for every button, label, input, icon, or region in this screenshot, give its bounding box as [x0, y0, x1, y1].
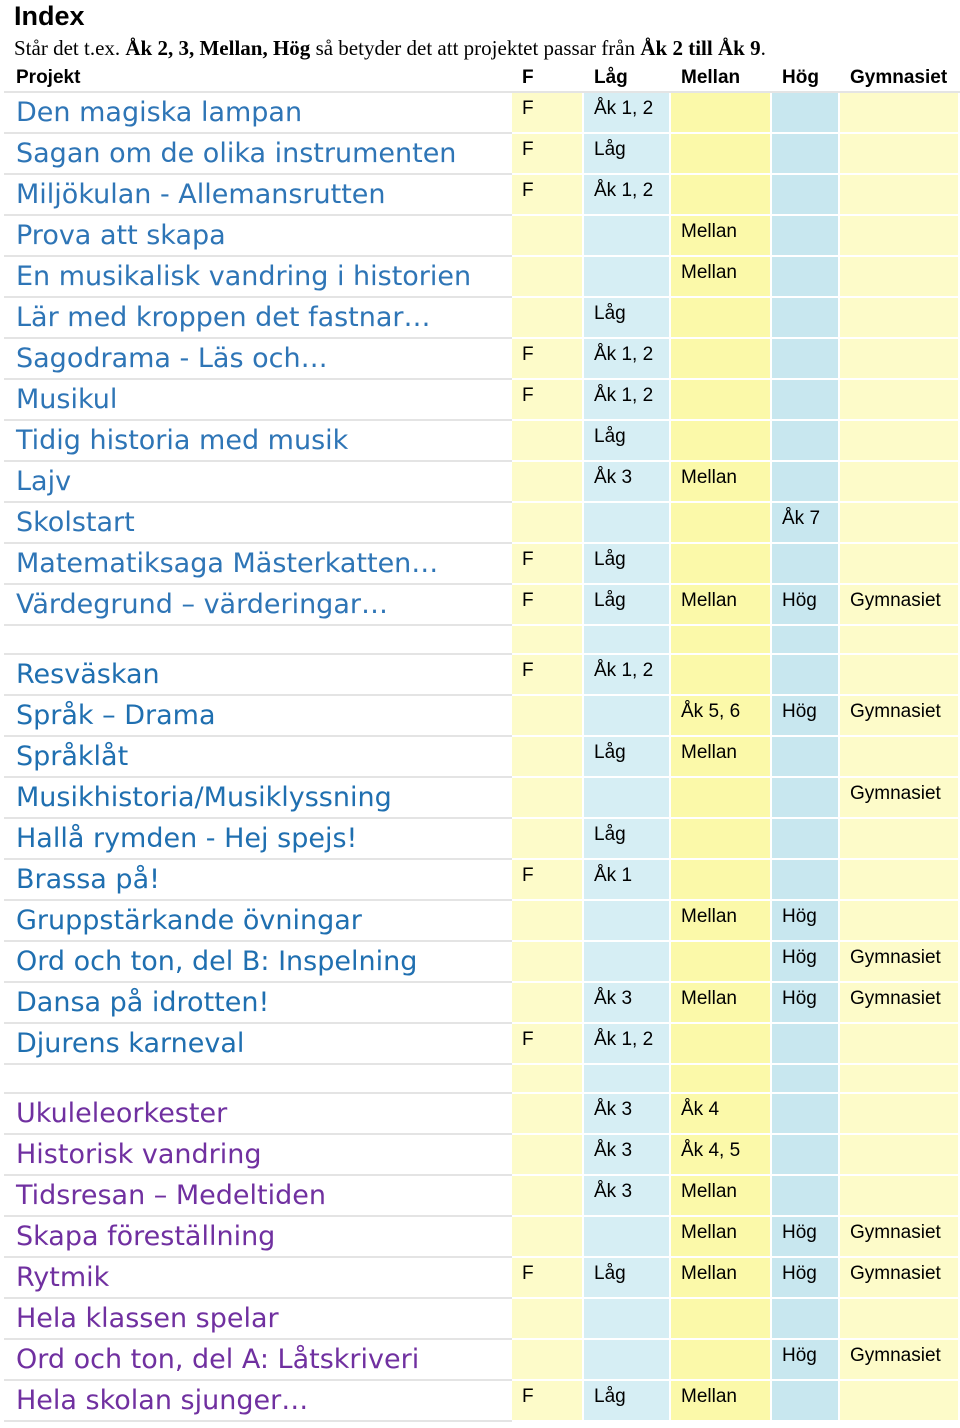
group-separator	[5, 625, 959, 654]
level-f-cell	[511, 1216, 583, 1257]
header-lag: Låg	[583, 64, 670, 92]
project-name[interactable]: Språk – Drama	[5, 695, 511, 736]
table-row	[5, 818, 959, 859]
level-gymnasiet-cell	[839, 818, 959, 859]
table-body	[5, 92, 959, 1421]
table-row	[5, 654, 959, 695]
level-lag-cell: Åk 1, 2	[583, 654, 670, 695]
level-gymnasiet-cell	[839, 1134, 959, 1175]
level-mellan-cell	[670, 297, 771, 338]
project-name[interactable]: Musikhistoria/Musiklyssning	[5, 777, 511, 818]
project-index-table	[4, 63, 960, 1422]
level-gymnasiet-cell	[839, 420, 959, 461]
table-row	[5, 92, 959, 133]
level-gymnasiet-cell	[839, 338, 959, 379]
level-f-cell	[511, 1175, 583, 1216]
level-hog-cell: Hög	[771, 1257, 839, 1298]
level-mellan-cell	[670, 543, 771, 584]
level-gymnasiet-cell	[839, 174, 959, 215]
separator-cell	[511, 1064, 583, 1093]
level-lag-cell	[583, 1298, 670, 1339]
intro-till: till	[682, 36, 718, 60]
project-name[interactable]: Sagan om de olika instrumenten	[5, 133, 511, 174]
level-mellan-cell: Mellan	[670, 461, 771, 502]
table-row	[5, 1093, 959, 1134]
separator-cell	[5, 625, 511, 654]
level-f-cell	[511, 461, 583, 502]
level-gymnasiet-cell: Gymnasiet	[839, 777, 959, 818]
table-row	[5, 777, 959, 818]
level-f-cell	[511, 256, 583, 297]
table-row	[5, 982, 959, 1023]
intro-mid: så betyder det att projektet passar från	[310, 36, 641, 60]
level-gymnasiet-cell	[839, 256, 959, 297]
project-name[interactable]: Ukuleleorkester	[5, 1093, 511, 1134]
level-mellan-cell	[670, 133, 771, 174]
project-name[interactable]: Ord och ton, del B: Inspelning	[5, 941, 511, 982]
table-row	[5, 584, 959, 625]
level-f-cell	[511, 736, 583, 777]
level-gymnasiet-cell: Gymnasiet	[839, 584, 959, 625]
level-lag-cell: Åk 3	[583, 1093, 670, 1134]
level-f-cell: F	[511, 859, 583, 900]
level-lag-cell: Åk 3	[583, 461, 670, 502]
level-mellan-cell: Mellan	[670, 584, 771, 625]
level-hog-cell: Åk 7	[771, 502, 839, 543]
level-gymnasiet-cell	[839, 1175, 959, 1216]
table-row	[5, 1216, 959, 1257]
project-name[interactable]: Historisk vandring	[5, 1134, 511, 1175]
header-gymnasiet: Gymnasiet	[839, 64, 959, 92]
level-mellan-cell: Mellan	[670, 1216, 771, 1257]
level-lag-cell: Låg	[583, 818, 670, 859]
level-hog-cell	[771, 133, 839, 174]
level-gymnasiet-cell	[839, 1298, 959, 1339]
separator-cell	[5, 1064, 511, 1093]
project-name[interactable]: En musikalisk vandring i historien	[5, 256, 511, 297]
level-hog-cell: Hög	[771, 584, 839, 625]
level-mellan-cell	[670, 1339, 771, 1380]
level-mellan-cell: Mellan	[670, 1175, 771, 1216]
intro-from: Åk 2	[640, 36, 683, 60]
header-hog: Hög	[771, 64, 839, 92]
level-gymnasiet-cell: Gymnasiet	[839, 941, 959, 982]
level-mellan-cell: Mellan	[670, 900, 771, 941]
level-mellan-cell: Åk 5, 6	[670, 695, 771, 736]
level-gymnasiet-cell: Gymnasiet	[839, 982, 959, 1023]
separator-cell	[583, 1064, 670, 1093]
level-lag-cell: Låg	[583, 1257, 670, 1298]
table-row	[5, 859, 959, 900]
level-f-cell: F	[511, 584, 583, 625]
level-f-cell: F	[511, 92, 583, 133]
project-name[interactable]: Dansa på idrotten!	[5, 982, 511, 1023]
level-f-cell: F	[511, 1023, 583, 1064]
intro-text	[14, 34, 766, 62]
project-name[interactable]: Matematiksaga Mästerkatten…	[5, 543, 511, 584]
project-name[interactable]: Skapa föreställning	[5, 1216, 511, 1257]
level-hog-cell	[771, 297, 839, 338]
level-lag-cell	[583, 215, 670, 256]
separator-cell	[583, 625, 670, 654]
level-f-cell: F	[511, 543, 583, 584]
level-hog-cell: Hög	[771, 941, 839, 982]
separator-cell	[670, 1064, 771, 1093]
level-hog-cell	[771, 92, 839, 133]
level-lag-cell: Åk 3	[583, 982, 670, 1023]
level-lag-cell: Åk 3	[583, 1175, 670, 1216]
intro-pre: Står det t.ex.	[14, 36, 126, 60]
level-gymnasiet-cell	[839, 215, 959, 256]
level-hog-cell	[771, 736, 839, 777]
level-hog-cell	[771, 1380, 839, 1421]
intro-example: Åk 2, 3, Mellan, Hög	[125, 36, 311, 60]
level-gymnasiet-cell	[839, 133, 959, 174]
project-name[interactable]: Hallå rymden - Hej spejs!	[5, 818, 511, 859]
level-hog-cell	[771, 1023, 839, 1064]
table-row	[5, 543, 959, 584]
separator-cell	[771, 1064, 839, 1093]
level-lag-cell: Åk 1, 2	[583, 338, 670, 379]
level-gymnasiet-cell	[839, 379, 959, 420]
project-name[interactable]: Den magiska lampan	[5, 92, 511, 133]
level-hog-cell	[771, 256, 839, 297]
level-gymnasiet-cell: Gymnasiet	[839, 1339, 959, 1380]
project-name[interactable]: Prova att skapa	[5, 215, 511, 256]
table-row	[5, 1257, 959, 1298]
project-name[interactable]: Miljökulan - Allemansrutten	[5, 174, 511, 215]
project-name[interactable]: Lär med kroppen det fastnar…	[5, 297, 511, 338]
level-hog-cell: Hög	[771, 695, 839, 736]
level-hog-cell: Hög	[771, 900, 839, 941]
project-name[interactable]: Rytmik	[5, 1257, 511, 1298]
header-projekt: Projekt	[5, 64, 511, 92]
level-gymnasiet-cell	[839, 900, 959, 941]
level-mellan-cell: Mellan	[670, 1257, 771, 1298]
level-mellan-cell: Mellan	[670, 215, 771, 256]
table-row	[5, 1134, 959, 1175]
separator-cell	[670, 625, 771, 654]
table-row	[5, 379, 959, 420]
table-row	[5, 420, 959, 461]
level-mellan-cell	[670, 1298, 771, 1339]
level-f-cell	[511, 818, 583, 859]
level-f-cell: F	[511, 1257, 583, 1298]
table-header-row	[5, 64, 959, 92]
level-lag-cell	[583, 1339, 670, 1380]
level-hog-cell	[771, 174, 839, 215]
level-lag-cell: Åk 1, 2	[583, 1023, 670, 1064]
level-gymnasiet-cell: Gymnasiet	[839, 1216, 959, 1257]
level-f-cell: F	[511, 133, 583, 174]
level-hog-cell	[771, 818, 839, 859]
level-lag-cell: Låg	[583, 420, 670, 461]
project-name[interactable]: Gruppstärkande övningar	[5, 900, 511, 941]
level-lag-cell: Åk 3	[583, 1134, 670, 1175]
level-mellan-cell	[670, 818, 771, 859]
level-mellan-cell	[670, 420, 771, 461]
level-f-cell	[511, 1093, 583, 1134]
level-lag-cell: Låg	[583, 543, 670, 584]
level-f-cell	[511, 297, 583, 338]
level-gymnasiet-cell	[839, 859, 959, 900]
level-lag-cell: Låg	[583, 1380, 670, 1421]
level-mellan-cell	[670, 502, 771, 543]
table-row	[5, 174, 959, 215]
level-gymnasiet-cell	[839, 1380, 959, 1421]
level-hog-cell	[771, 1093, 839, 1134]
level-mellan-cell	[670, 379, 771, 420]
level-mellan-cell: Mellan	[670, 1380, 771, 1421]
table-row	[5, 1339, 959, 1380]
level-gymnasiet-cell	[839, 1023, 959, 1064]
level-f-cell	[511, 695, 583, 736]
level-hog-cell: Hög	[771, 982, 839, 1023]
project-name[interactable]: Musikul	[5, 379, 511, 420]
level-hog-cell	[771, 338, 839, 379]
project-name[interactable]: Lajv	[5, 461, 511, 502]
level-f-cell: F	[511, 174, 583, 215]
level-f-cell	[511, 502, 583, 543]
level-mellan-cell	[670, 92, 771, 133]
level-lag-cell: Åk 1, 2	[583, 92, 670, 133]
level-f-cell	[511, 215, 583, 256]
project-name[interactable]: Brassa på!	[5, 859, 511, 900]
level-hog-cell	[771, 379, 839, 420]
level-gymnasiet-cell: Gymnasiet	[839, 1257, 959, 1298]
table-row	[5, 215, 959, 256]
project-name[interactable]: Resväskan	[5, 654, 511, 695]
level-f-cell	[511, 900, 583, 941]
table-row	[5, 695, 959, 736]
group-separator	[5, 1064, 959, 1093]
level-mellan-cell: Mellan	[670, 256, 771, 297]
level-f-cell	[511, 1339, 583, 1380]
table-row	[5, 461, 959, 502]
level-mellan-cell	[670, 654, 771, 695]
level-hog-cell	[771, 859, 839, 900]
level-lag-cell	[583, 695, 670, 736]
project-name[interactable]: Ord och ton, del A: Låtskriveri	[5, 1339, 511, 1380]
project-name[interactable]: Skolstart	[5, 502, 511, 543]
level-hog-cell	[771, 654, 839, 695]
level-gymnasiet-cell: Gymnasiet	[839, 695, 959, 736]
level-lag-cell	[583, 502, 670, 543]
level-f-cell: F	[511, 1380, 583, 1421]
table-row	[5, 941, 959, 982]
level-lag-cell: Åk 1, 2	[583, 174, 670, 215]
project-name[interactable]: Hela skolan sjunger…	[5, 1380, 511, 1421]
level-lag-cell	[583, 777, 670, 818]
level-f-cell	[511, 1298, 583, 1339]
level-hog-cell	[771, 543, 839, 584]
level-gymnasiet-cell	[839, 92, 959, 133]
level-mellan-cell: Åk 4	[670, 1093, 771, 1134]
intro-to: Åk 9	[717, 36, 761, 60]
table-row	[5, 900, 959, 941]
level-lag-cell: Låg	[583, 297, 670, 338]
separator-cell	[771, 625, 839, 654]
page-title: Index	[14, 1, 85, 31]
level-hog-cell	[771, 1298, 839, 1339]
level-lag-cell	[583, 1216, 670, 1257]
level-gymnasiet-cell	[839, 461, 959, 502]
level-mellan-cell	[670, 338, 771, 379]
level-mellan-cell	[670, 1023, 771, 1064]
separator-cell	[839, 625, 959, 654]
level-f-cell	[511, 777, 583, 818]
table-row	[5, 502, 959, 543]
level-gymnasiet-cell	[839, 654, 959, 695]
table-row	[5, 1298, 959, 1339]
level-gymnasiet-cell	[839, 297, 959, 338]
level-hog-cell	[771, 215, 839, 256]
project-name[interactable]: Språklåt	[5, 736, 511, 777]
table-row	[5, 736, 959, 777]
table-row	[5, 1023, 959, 1064]
header-f: F	[511, 64, 583, 92]
project-name[interactable]: Värdegrund – värderingar…	[5, 584, 511, 625]
level-f-cell: F	[511, 654, 583, 695]
level-hog-cell: Hög	[771, 1339, 839, 1380]
level-mellan-cell: Mellan	[670, 736, 771, 777]
project-name[interactable]: Tidsresan – Medeltiden	[5, 1175, 511, 1216]
level-hog-cell: Hög	[771, 1216, 839, 1257]
level-hog-cell	[771, 1175, 839, 1216]
level-gymnasiet-cell	[839, 1093, 959, 1134]
level-lag-cell: Låg	[583, 584, 670, 625]
level-lag-cell: Åk 1	[583, 859, 670, 900]
level-lag-cell: Låg	[583, 133, 670, 174]
level-hog-cell	[771, 1134, 839, 1175]
header-mellan: Mellan	[670, 64, 771, 92]
separator-cell	[839, 1064, 959, 1093]
level-mellan-cell: Mellan	[670, 982, 771, 1023]
level-lag-cell	[583, 941, 670, 982]
table-row	[5, 297, 959, 338]
level-mellan-cell	[670, 777, 771, 818]
level-f-cell	[511, 982, 583, 1023]
project-name[interactable]: Hela klassen spelar	[5, 1298, 511, 1339]
level-gymnasiet-cell	[839, 502, 959, 543]
project-name[interactable]: Tidig historia med musik	[5, 420, 511, 461]
level-lag-cell	[583, 256, 670, 297]
table-row	[5, 1380, 959, 1421]
level-mellan-cell: Åk 4, 5	[670, 1134, 771, 1175]
level-f-cell: F	[511, 338, 583, 379]
level-f-cell	[511, 941, 583, 982]
level-hog-cell	[771, 777, 839, 818]
level-mellan-cell	[670, 859, 771, 900]
level-gymnasiet-cell	[839, 736, 959, 777]
level-lag-cell: Låg	[583, 736, 670, 777]
level-mellan-cell	[670, 174, 771, 215]
level-mellan-cell	[670, 941, 771, 982]
table-row	[5, 133, 959, 174]
table-row	[5, 338, 959, 379]
table-row	[5, 1175, 959, 1216]
level-gymnasiet-cell	[839, 543, 959, 584]
level-hog-cell	[771, 461, 839, 502]
intro-end: .	[760, 36, 766, 60]
level-lag-cell: Åk 1, 2	[583, 379, 670, 420]
level-f-cell: F	[511, 379, 583, 420]
project-name[interactable]: Sagodrama - Läs och…	[5, 338, 511, 379]
project-name[interactable]: Djurens karneval	[5, 1023, 511, 1064]
level-f-cell	[511, 420, 583, 461]
table-row	[5, 256, 959, 297]
level-f-cell	[511, 1134, 583, 1175]
level-lag-cell	[583, 900, 670, 941]
separator-cell	[511, 625, 583, 654]
level-hog-cell	[771, 420, 839, 461]
